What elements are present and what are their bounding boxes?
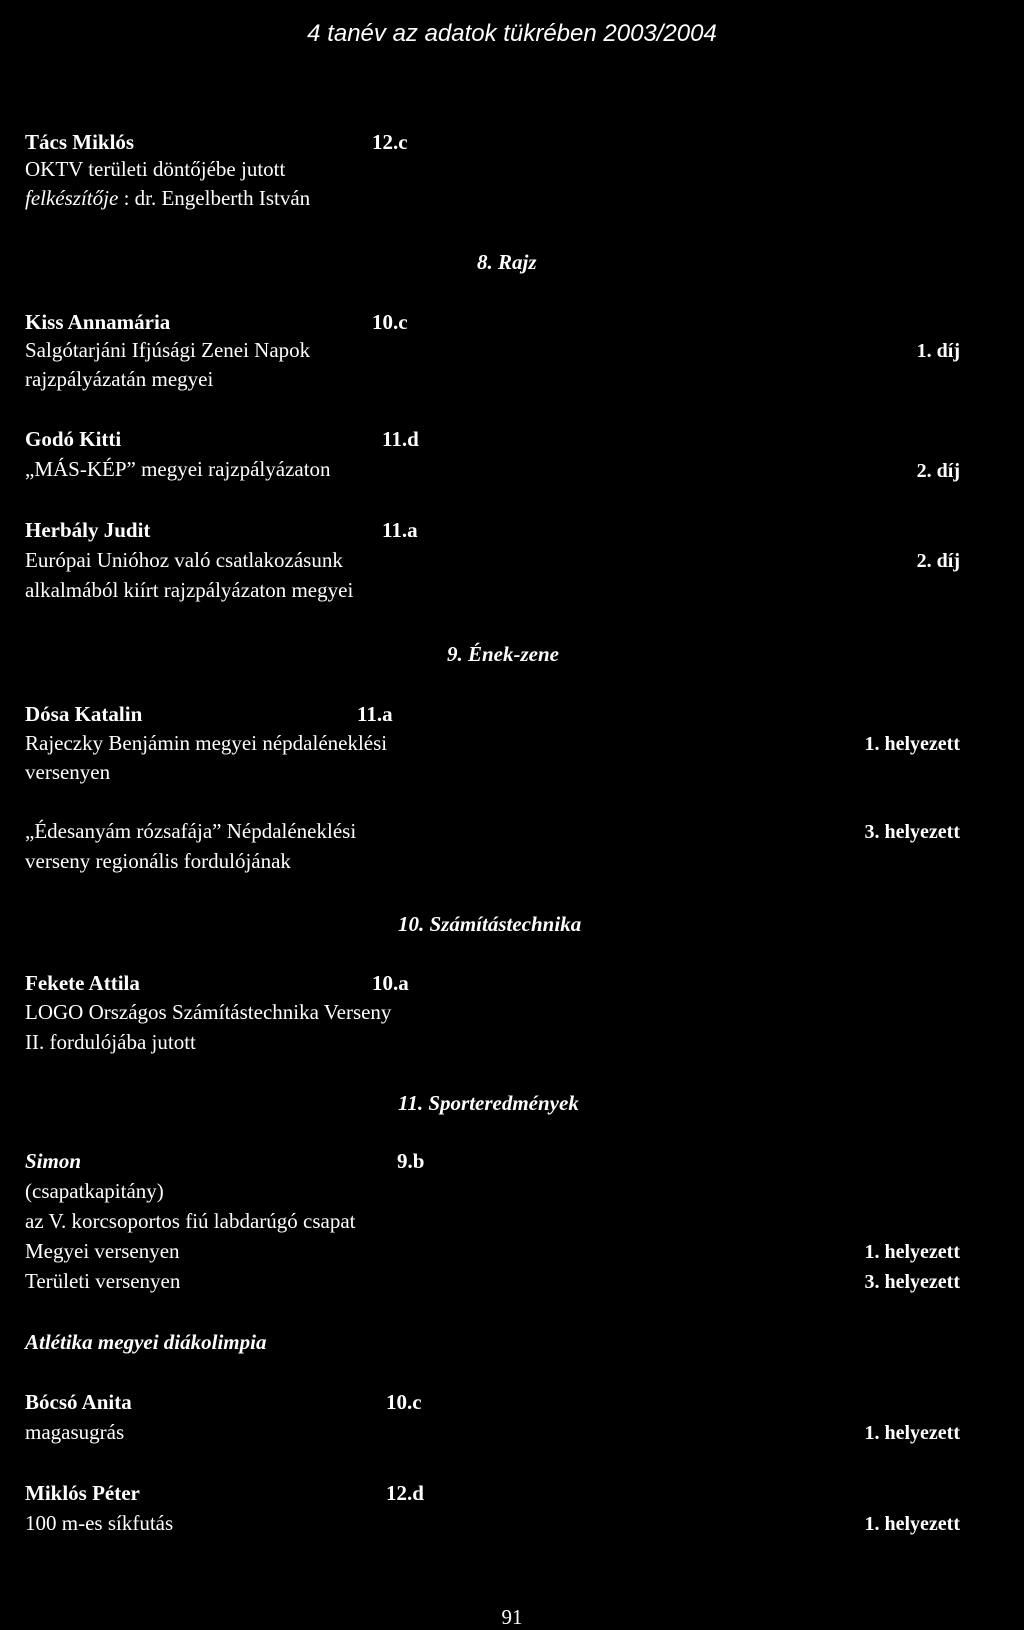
student-class: 11.d: [382, 427, 419, 451]
result: 2. díj: [916, 460, 960, 482]
section-heading: 8. Rajz: [477, 250, 537, 274]
achievement-text: LOGO Országos Számítástechnika Verseny: [25, 1000, 392, 1024]
result: 3. helyezett: [864, 1271, 960, 1293]
student-name: Bócsó Anita: [25, 1390, 132, 1414]
page-header: 4 tanév az adatok tükrében 2003/2004: [307, 20, 717, 47]
student-class: 10.c: [372, 310, 408, 334]
teacher-label: felkészítője: [25, 186, 119, 210]
achievement-text: Salgótarjáni Ifjúsági Zenei Napok: [25, 338, 311, 362]
achievement-text: magasugrás: [25, 1420, 125, 1444]
achievement-text: verseny regionális fordulójának: [25, 849, 291, 873]
result: 1. helyezett: [864, 1513, 960, 1535]
result: 1. helyezett: [864, 733, 960, 755]
student-name: Simon: [25, 1149, 82, 1173]
section-heading: 11. Sporteredmények: [398, 1091, 579, 1115]
subsection-heading: Atlétika megyei diákolimpia: [25, 1330, 267, 1354]
student-class: 11.a: [357, 702, 393, 726]
student-name: Miklós Péter: [25, 1481, 140, 1505]
student-class: 12.c: [372, 130, 408, 154]
achievement-text: versenyen: [25, 760, 111, 784]
achievement-text: Megyei versenyen: [25, 1239, 180, 1263]
achievement-text: 100 m-es síkfutás: [25, 1511, 174, 1535]
student-name: Godó Kitti: [25, 427, 122, 451]
achievement-text: Európai Unióhoz való csatlakozásunk: [25, 548, 343, 572]
result: 2. díj: [916, 550, 960, 572]
section-heading: 10. Számítástechnika: [398, 912, 582, 936]
result: 1. díj: [916, 340, 960, 362]
achievement-text: alkalmából kiírt rajzpályázaton megyei: [25, 578, 354, 602]
teacher-name: : dr. Engelberth István: [118, 186, 311, 210]
teacher-line: [25, 186, 310, 211]
result: 3. helyezett: [864, 821, 960, 843]
section-heading: 9. Ének-zene: [447, 642, 559, 666]
student-class: 10.a: [372, 971, 409, 995]
achievement-text: II. fordulójába jutott: [25, 1030, 196, 1054]
achievement-text: rajzpályázatán megyei: [25, 367, 214, 391]
achievement-text: „Édesanyám rózsafája” Népdaléneklési: [25, 819, 357, 843]
student-class: 12.d: [386, 1481, 424, 1505]
achievement-text: Területi versenyen: [25, 1269, 181, 1293]
student-name: Tács Miklós: [25, 130, 135, 154]
achievement-text: (csapatkapitány): [25, 1179, 164, 1203]
student-class: 9.b: [397, 1149, 425, 1173]
achievement-text: OKTV területi döntőjébe jutott: [25, 157, 286, 181]
achievement-text: Rajeczky Benjámin megyei népdaléneklési: [25, 731, 388, 755]
student-name: Dósa Katalin: [25, 702, 143, 726]
student-class: 10.c: [386, 1390, 422, 1414]
student-name: Kiss Annamária: [25, 310, 171, 334]
achievement-text: az V. korcsoportos fiú labdarúgó csapat: [25, 1209, 356, 1233]
achievement-text: „MÁS-KÉP” megyei rajzpályázaton: [25, 457, 331, 481]
result: 1. helyezett: [864, 1422, 960, 1444]
result: 1. helyezett: [864, 1241, 960, 1263]
student-name: Herbály Judit: [25, 518, 151, 542]
page-number: 91: [501, 1605, 523, 1629]
student-class: 11.a: [382, 518, 418, 542]
student-name: Fekete Attila: [25, 971, 140, 995]
